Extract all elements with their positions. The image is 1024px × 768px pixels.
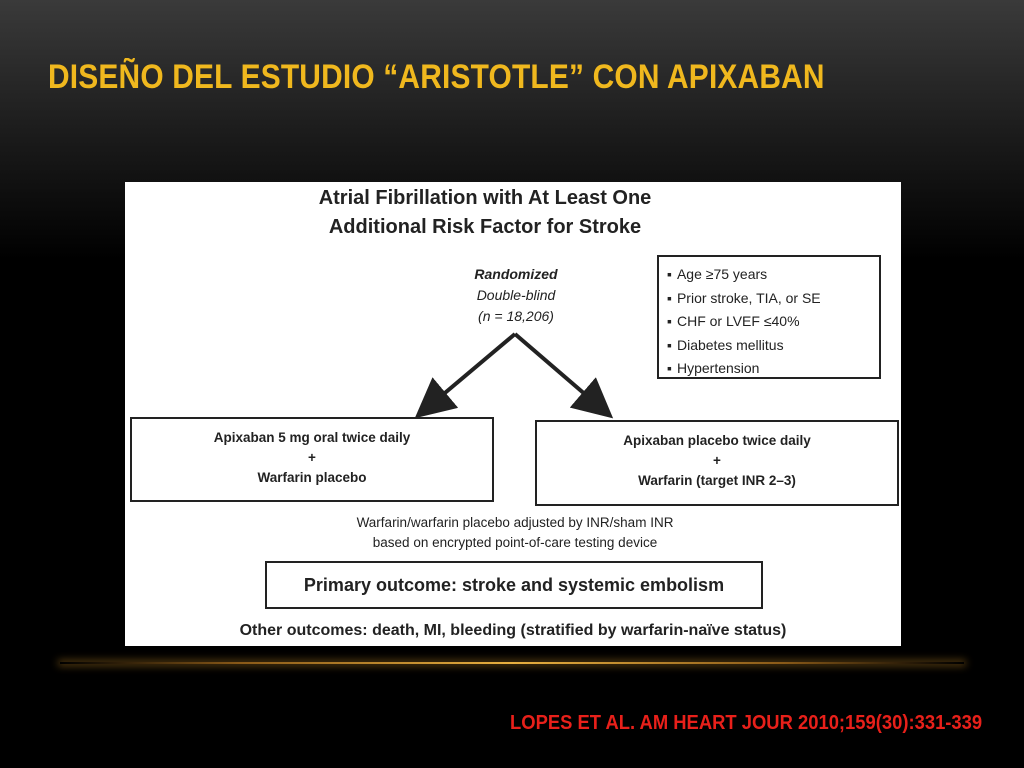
warfarin-arm-line2: Warfarin (target INR 2–3) [638,473,796,488]
apixaban-arm-line2: Warfarin placebo [257,470,367,485]
risk-factor-item: ▪ Diabetes mellitus [667,334,879,358]
randomized-text: Randomized [474,266,558,282]
figure-header-line2: Additional Risk Factor for Stroke [328,216,642,238]
risk-factor-item: ▪ Age ≥75 years [667,263,879,287]
apixaban-arm-line1: Apixaban 5 mg oral twice daily [213,430,411,445]
apixaban-arm-box [130,417,494,502]
figure-header-line1: Atrial Fibrillation with At Least One [318,187,652,209]
sample-size-text: (n = 18,206) [478,308,554,324]
warfarin-arm-plus: + [713,453,721,468]
divider-line [60,662,964,664]
risk-factor-item: ▪ Prior stroke, TIA, or SE [667,287,879,311]
risk-factor-item: ▪ CHF or LVEF ≤40% [667,310,879,334]
adjustment-note-line1: Warfarin/warfarin placebo adjusted by INR/sham INR [356,515,674,530]
other-outcomes-text: Other outcomes: death, MI, bleeding (stratified by warfarin-naïve status) [239,622,787,639]
warfarin-arm-line1: Apixaban placebo twice daily [623,433,811,448]
slide-title: DISEÑO DEL ESTUDIO “ARISTOTLE” CON APIXABAN [48,58,825,96]
warfarin-arm-box [535,420,899,506]
arrow-right [515,334,601,408]
adjustment-note [275,513,755,553]
study-design-figure [125,182,901,646]
adjustment-note-line2: based on encrypted point-of-care testing device [372,535,658,550]
arrow-left [427,334,515,408]
risk-factors-box [657,255,881,379]
apixaban-arm-plus: + [308,450,316,465]
primary-outcome-box: Primary outcome: stroke and systemic embolism [265,561,763,609]
risk-factor-item: ▪ Hypertension [667,357,879,381]
double-blind-text: Double-blind [476,287,556,303]
citation: LOPES ET AL. AM HEART JOUR 2010;159(30):331-339 [509,712,982,734]
